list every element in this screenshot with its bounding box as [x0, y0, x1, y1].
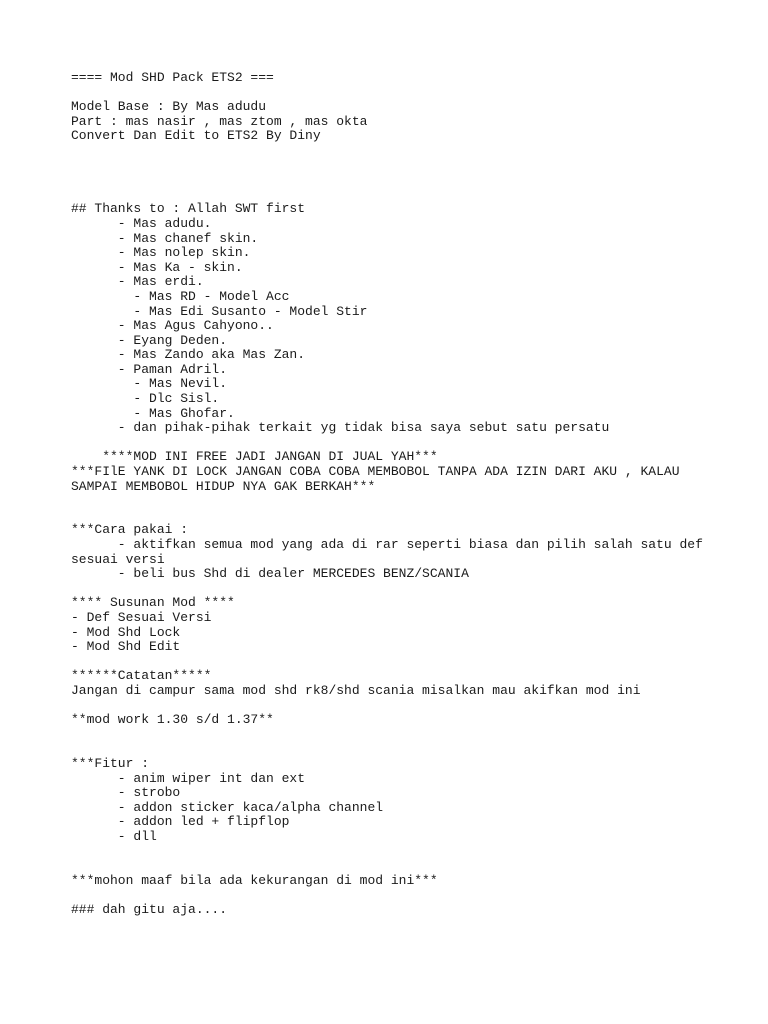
blank-line	[71, 582, 731, 597]
blank-line	[71, 173, 731, 188]
text-line: sesuai versi	[71, 551, 165, 567]
text-line: - strobo	[71, 785, 181, 801]
text-line: ***Fitur :	[71, 755, 150, 771]
text-line: - Mas adudu.	[71, 215, 212, 231]
text-line: - Mas Edi Susanto - Model Stir	[71, 303, 368, 319]
text-line: ### dah gitu aja....	[71, 901, 228, 917]
text-line: - anim wiper int dan ext	[71, 770, 306, 786]
text-line: ==== Mod SHD Pack ETS2 ===	[71, 70, 274, 85]
document-body	[71, 71, 731, 917]
text-line: ***FIlE YANK DI LOCK JANGAN COBA COBA MEMBOBOL TANPA ADA IZIN DARI AKU , KALAU	[71, 464, 680, 480]
text-line: - Paman Adril.	[71, 361, 228, 377]
text-line: - Def Sesuai Versi	[71, 609, 212, 625]
text-line: - Mas Agus Cahyono..	[71, 318, 274, 334]
text-line: ******Catatan*****	[71, 668, 212, 684]
text-line: Part : mas nasir , mas ztom , mas okta	[71, 113, 368, 129]
text-line: SAMPAI MEMBOBOL HIDUP NYA GAK BERKAH***	[71, 478, 376, 494]
blank-line	[71, 144, 731, 159]
text-line: - addon led + flipflop	[71, 814, 290, 830]
blank-line	[71, 728, 731, 743]
text-line: - Mod Shd Edit	[71, 639, 181, 655]
text-line: Convert Dan Edit to ETS2 By Diny	[71, 128, 321, 144]
text-line: - Mas Nevil.	[71, 376, 228, 392]
text-line: - dan pihak-pihak terkait yg tidak bisa saya sebut satu persatu	[71, 420, 610, 436]
text-line: - addon sticker kaca/alpha channel	[71, 799, 384, 815]
text-line: **mod work 1.30 s/d 1.37**	[71, 712, 274, 728]
blank-line	[71, 86, 731, 101]
text-line: - Mas Ka - skin.	[71, 259, 243, 275]
text-line: - Eyang Deden.	[71, 332, 228, 348]
text-line: - Mas nolep skin.	[71, 245, 251, 261]
blank-line	[71, 509, 731, 524]
text-line: ****MOD INI FREE JADI JANGAN DI JUAL YAH***	[71, 449, 438, 465]
text-line: Model Base : By Mas adudu	[71, 99, 267, 115]
text-line: - Mas RD - Model Acc	[71, 288, 290, 304]
blank-line	[71, 844, 731, 859]
text-line: - dll	[71, 828, 157, 844]
blank-line	[71, 188, 731, 203]
text-line: - Mas erdi.	[71, 274, 204, 290]
text-line: ***mohon maaf bila ada kekurangan di mod ini***	[71, 872, 438, 888]
text-line: - beli bus Shd di dealer MERCEDES BENZ/SCANIA	[71, 566, 469, 582]
text-line: - Mas chanef skin.	[71, 230, 259, 246]
text-line: ## Thanks to : Allah SWT first	[71, 201, 306, 217]
blank-line	[71, 655, 731, 670]
blank-line	[71, 436, 731, 451]
blank-line	[71, 742, 731, 757]
text-line: - aktifkan semua mod yang ada di rar seperti biasa dan pilih salah satu def	[71, 537, 703, 552]
text-line: Jangan di campur sama mod shd rk8/shd scania misalkan mau akifkan mod ini	[71, 682, 641, 698]
text-line: - Dlc Sisl.	[71, 391, 220, 407]
blank-line	[71, 159, 731, 174]
blank-line	[71, 888, 731, 903]
text-line: - Mod Shd Lock	[71, 624, 181, 640]
blank-line	[71, 859, 731, 874]
text-line: ***Cara pakai :	[71, 522, 189, 538]
text-line: - Mas Zando aka Mas Zan.	[71, 347, 306, 363]
blank-line	[71, 699, 731, 714]
text-line: **** Susunan Mod ****	[71, 595, 235, 611]
blank-line	[71, 494, 731, 509]
text-line: - Mas Ghofar.	[71, 405, 235, 421]
